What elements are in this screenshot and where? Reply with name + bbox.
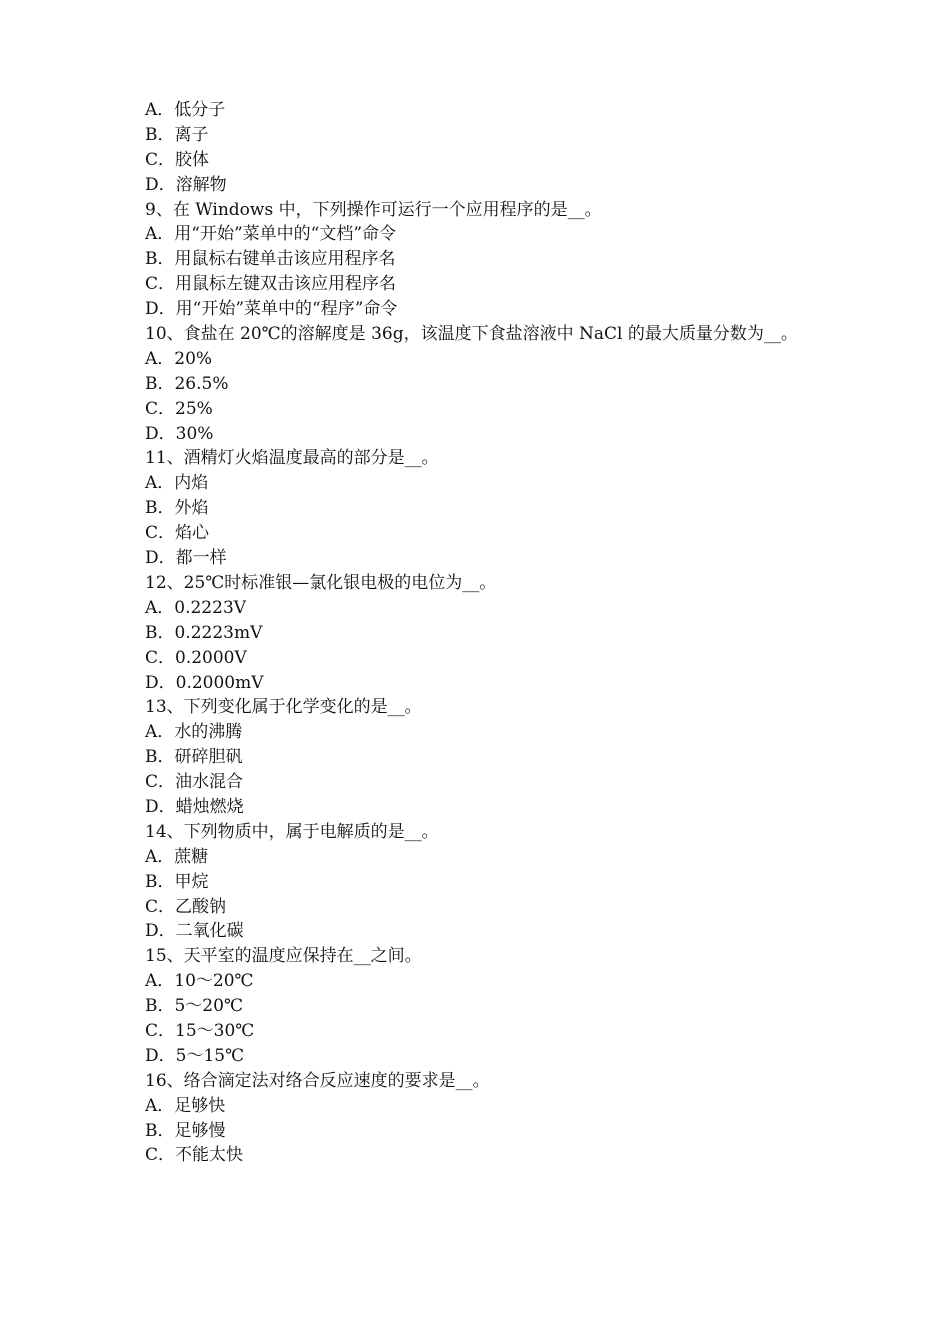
question-line: 11、酒精灯火焰温度最高的部分是__。	[145, 448, 439, 469]
option-line: B．0.2223mV	[145, 622, 263, 643]
option-line: D．30%	[145, 423, 214, 444]
option-line: D．5～15℃	[145, 1045, 245, 1066]
option-line: A．20%	[145, 348, 213, 369]
option-line: B．甲烷	[145, 871, 209, 892]
option-line: B．研碎胆矾	[145, 747, 243, 768]
option-line: C．25%	[145, 398, 213, 419]
option-line: C．油水混合	[145, 772, 244, 793]
option-line: A．水的沸腾	[145, 722, 243, 743]
document-page	[145, 98, 825, 1168]
option-line: A．蔗糖	[145, 846, 209, 867]
question-line: 12、25℃时标准银—氯化银电极的电位为__。	[145, 572, 497, 593]
question-line: 13、下列变化属于化学变化的是__。	[145, 697, 422, 718]
option-line: D．二氧化碳	[145, 921, 244, 942]
question-line: 16、络合滴定法对络合反应速度的要求是__。	[145, 1070, 490, 1091]
option-line: B．外焰	[145, 498, 209, 519]
option-line: D．用“开始”菜单中的“程序”命令	[145, 299, 398, 320]
option-line: C．不能太快	[145, 1145, 244, 1166]
option-line: D．都一样	[145, 548, 227, 569]
option-line: A．用“开始”菜单中的“文档”命令	[145, 224, 397, 245]
option-line: B．用鼠标右键单击该应用程序名	[145, 249, 396, 270]
option-line: B．5～20℃	[145, 996, 243, 1017]
option-line: C．胶体	[145, 149, 210, 170]
option-line: C．用鼠标左键双击该应用程序名	[145, 274, 397, 295]
option-line: B．离子	[145, 124, 209, 145]
option-line: A．0.2223V	[145, 597, 247, 618]
option-line: C．焰心	[145, 523, 210, 544]
option-line: D．蜡烛燃烧	[145, 796, 244, 817]
option-line: B．26.5%	[145, 373, 229, 394]
option-line: C．0.2000V	[145, 647, 247, 668]
option-line: C．乙酸钠	[145, 896, 227, 917]
option-line: A．内焰	[145, 473, 209, 494]
option-line: D．0.2000mV	[145, 672, 264, 693]
option-line: D．溶解物	[145, 174, 227, 195]
option-line: A．足够快	[145, 1095, 226, 1116]
option-line: C．15～30℃	[145, 1020, 255, 1041]
option-line: A．低分子	[145, 100, 226, 120]
question-line: 9、在 Windows 中，下列操作可运行一个应用程序的是__。	[145, 199, 602, 220]
question-line: 10、食盐在 20℃的溶解度是 36g，该温度下食盐溶液中 NaCl 的最大质量分数为__。	[145, 324, 798, 345]
question-line: 14、下列物质中，属于电解质的是__。	[145, 821, 439, 842]
option-line: B．足够慢	[145, 1120, 226, 1141]
question-line: 15、天平室的温度应保持在__之间。	[145, 946, 422, 967]
option-line: A．10～20℃	[145, 971, 254, 992]
